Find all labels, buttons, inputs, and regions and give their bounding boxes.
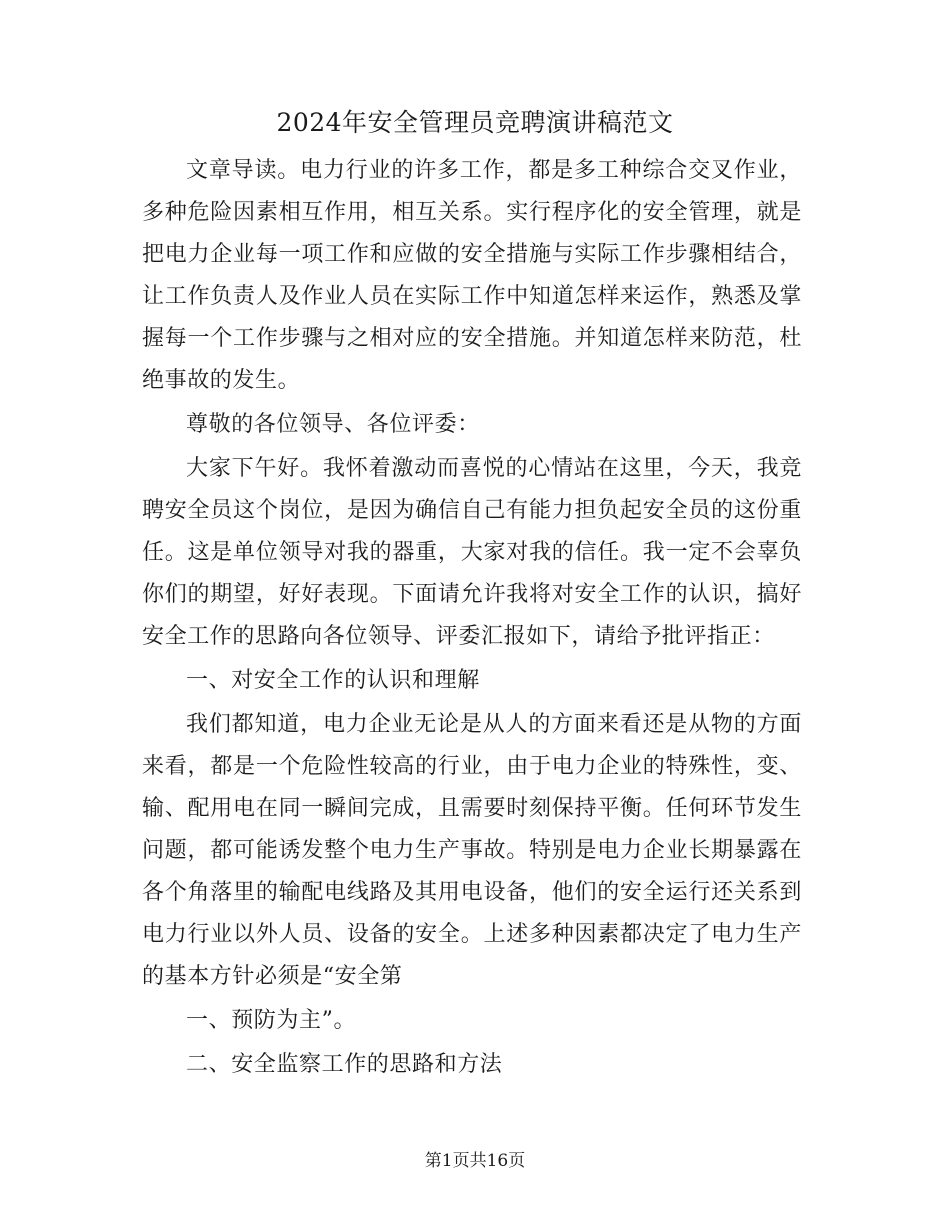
paragraph-greeting: 大家下午好。我怀着激动而喜悦的心情站在这里，今天，我竞聘安全员这个岗位，是因为确信自己有能力担负起安全员的这份重任。这是单位领导对我的器重，大家对我的信任。我一定不会辜负你们的期望，好好表现。下面请允许我将对安全工作的认识，搞好安全工作的思路向各位领导、评委汇报如下，请给予批评指正： [142,456,802,649]
paragraph-intro: 文章导读。电力行业的许多工作，都是多工种综合交叉作业，多种危险因素相互作用，相互关系。实行程序化的安全管理，就是把电力企业每一项工作和应做的安全措施与实际工作步骤相结合，让工作负责人及作业人员在实际工作中知道怎样来运作，熟悉及掌握每一个工作步骤与之相对应的安全措施。并知道怎样来防范，杜绝事故的发生。 [142,158,802,393]
section-heading-1: 一、对安全工作的认识和理解 [186,668,480,693]
page-number-footer: 第1页共16页 [424,1151,526,1171]
paragraph-continuation: 一、预防为主”。 [186,1008,357,1033]
document-title: 2024年安全管理员竞聘演讲稿范文 [276,108,674,137]
paragraph-section-1: 我们都知道，电力企业无论是从人的方面来看还是从物的方面来看，都是一个危险性较高的行业，由于电力企业的特殊性，变、输、配用电在同一瞬间完成，且需要时刻保持平衡。任何环节发生问题，都可能诱发整个电力生产事故。特别是电力企业长期暴露在各个角落里的输配电线路及其用电设备，他们的安全运行还关系到电力行业以外人员、设备的安全。上述多种因素都决定了电力生产的基本方针必须是“安全第 [142,712,802,989]
document-body [142,150,802,1088]
paragraph-salutation: 尊敬的各位领导、各位评委： [186,412,480,437]
section-heading-2: 二、安全监察工作的思路和方法 [186,1052,503,1077]
